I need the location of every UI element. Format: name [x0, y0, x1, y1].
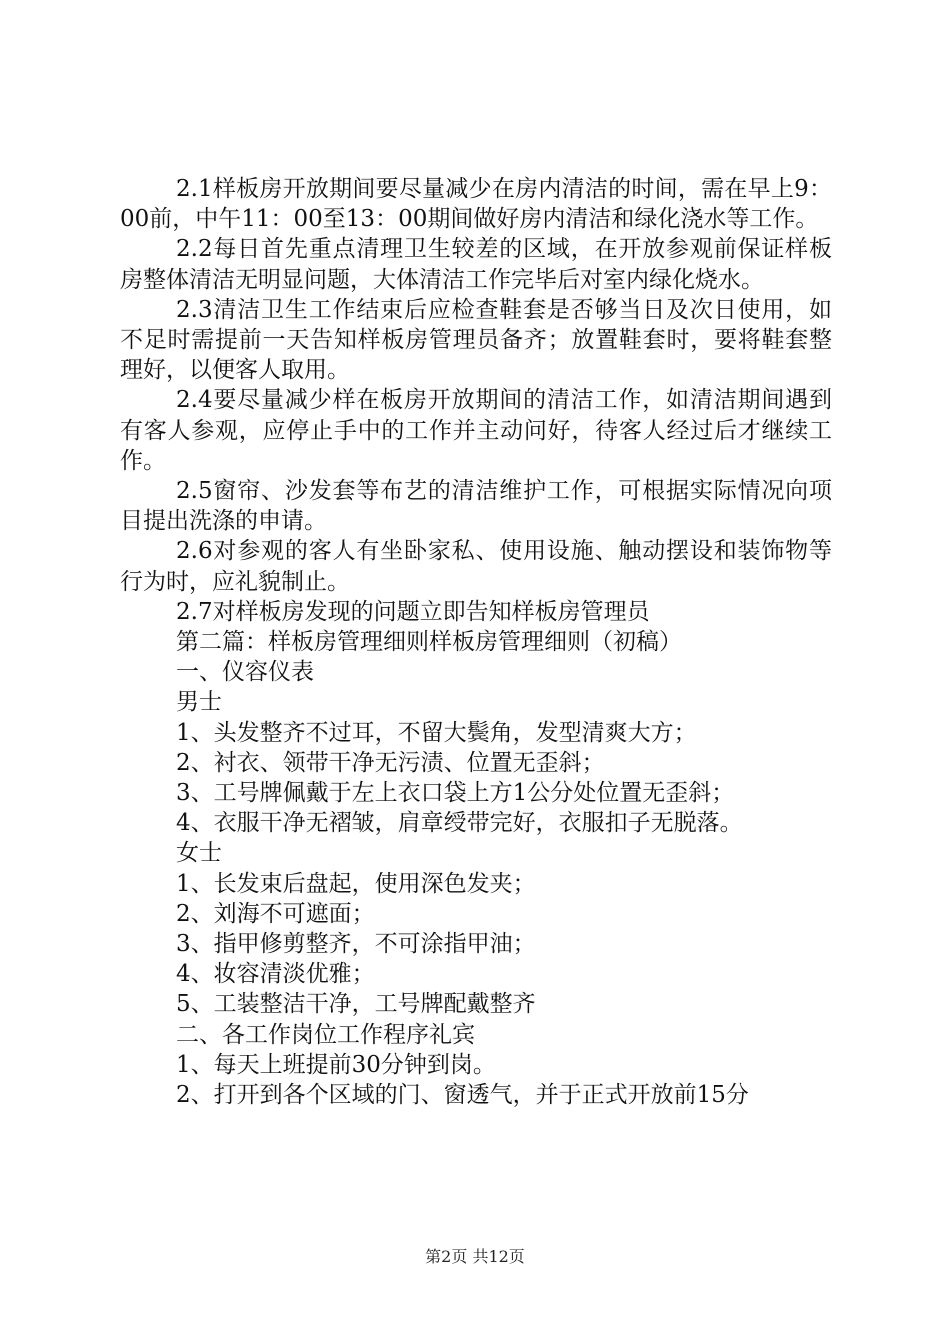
page-number-footer: 第2页 共12页 [425, 1247, 525, 1266]
paragraph-2-7: 2.7对样板房发现的问题立即告知样板房管理员 [176, 598, 650, 625]
list-item: 3、工号牌佩戴于左上衣口袋上方1公分处位置无歪斜； [176, 780, 735, 807]
section-title: 第二篇：样板房管理细则样板房管理细则（初稿） [176, 629, 682, 656]
paragraph-2-5: 2.5窗帘、沙发套等布艺的清洁维护工作，可根据实际情况向项目提出洗涤的申请。 [120, 478, 832, 535]
list-item: 4、妆容清淡优雅； [176, 961, 375, 988]
paragraph-2-6: 2.6对参观的客人有坐卧家私、使用设施、触动摆设和装饰物等行为时，应礼貌制止。 [120, 538, 832, 595]
document-body [120, 174, 832, 1110]
subheading-men: 男士 [176, 689, 222, 716]
list-item: 2、刘海不可遮面； [176, 900, 375, 927]
list-item: 1、长发束后盘起，使用深色发夹； [176, 870, 536, 897]
list-item: 2、衬衣、领带干净无污渍、位置无歪斜； [176, 749, 605, 776]
list-item: 2、打开到各个区域的门、窗透气，并于正式开放前15分 [176, 1082, 749, 1109]
paragraph-2-4: 2.4要尽量减少样在板房开放期间的清洁工作，如清洁期间遇到有客人参观，应停止手中的工作并主动问好，待客人经过后才继续工作。 [120, 387, 832, 474]
heading-appearance: 一、仪容仪表 [176, 659, 314, 686]
list-item: 4、衣服干净无褶皱，肩章绶带完好，衣服扣子无脱落。 [176, 810, 743, 837]
subheading-women: 女士 [176, 840, 222, 867]
paragraph-2-3: 2.3清洁卫生工作结束后应检查鞋套是否够当日及次日使用，如不足时需提前一天告知样板房管理员备齐；放置鞋套时，要将鞋套整理好，以便客人取用。 [120, 296, 832, 384]
list-item: 1、每天上班提前30分钟到岗。 [176, 1051, 496, 1078]
heading-work-procedures: 二、各工作岗位工作程序礼宾 [176, 1021, 475, 1048]
list-item: 1、头发整齐不过耳，不留大鬓角，发型清爽大方； [176, 719, 697, 746]
list-item: 3、指甲修剪整齐，不可涂指甲油； [176, 931, 536, 958]
list-item: 5、工装整洁干净，工号牌配戴整齐 [176, 991, 536, 1018]
paragraph-2-1: 2.1样板房开放期间要尽量减少在房内清洁的时间，需在早上9：00前，中午11：00至13：00期间做好房内清洁和绿化浇水等工作。 [120, 176, 832, 233]
paragraph-2-2: 2.2每日首先重点清理卫生较差的区域，在开放参观前保证样板房整体清洁无明显问题，大体清洁工作完毕后对室内绿化烧水。 [120, 236, 832, 293]
